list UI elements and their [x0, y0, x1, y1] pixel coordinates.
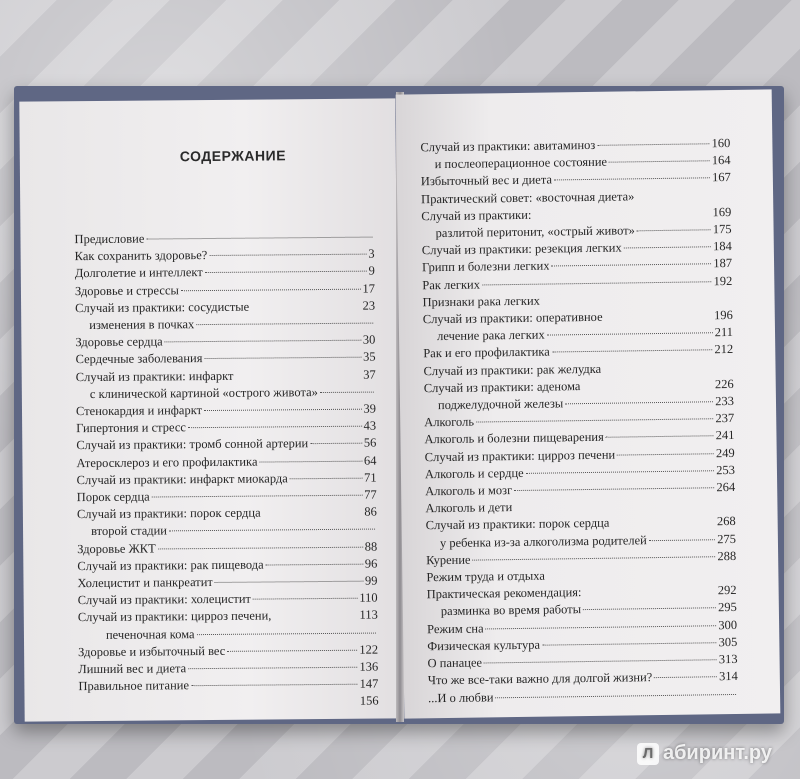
toc-leader-dots: [514, 487, 714, 491]
toc-leader-dots: [188, 426, 362, 429]
toc-page-number: 56: [363, 435, 377, 451]
toc-leader-dots: [191, 684, 358, 686]
toc-leader-dots: [227, 650, 357, 652]
toc-list-left: [74, 229, 378, 713]
toc-entry-title: Стенокардия и инфаркт: [75, 403, 203, 419]
toc-entry-title: второй стадии: [90, 523, 168, 539]
toc-entry-title: Избыточный вес и диета: [420, 172, 553, 189]
toc-entry-title: Рак легких: [422, 277, 481, 292]
toc-entry-title: Рак и его профилактика: [423, 344, 550, 361]
toc-entry: [75, 297, 375, 317]
toc-leader-dots: [473, 556, 716, 560]
toc-leader-dots: [205, 271, 367, 273]
toc-entry-title: Случай из практики: холецистит: [77, 591, 252, 608]
toc-leader-dots: [547, 332, 713, 335]
toc-leader-dots: [654, 677, 717, 679]
toc-entry-title: Грипп и болезни легких: [421, 258, 550, 275]
toc-page-number: 43: [363, 418, 377, 433]
toc-entry-title: Случай из практики: инфаркт миокарда: [76, 471, 288, 488]
toc-page-number: 253: [716, 462, 736, 478]
toc-entry-title: Практическая рекомендация:: [426, 585, 582, 602]
left-page: [19, 98, 400, 721]
toc-leader-dots: [552, 264, 712, 267]
toc-page-number: 275: [717, 531, 736, 546]
toc-leader-dots: [486, 625, 717, 629]
toc-page-number: 64: [363, 453, 377, 468]
toc-page-number: 292: [717, 583, 737, 598]
toc-leader-dots: [624, 246, 711, 248]
toc-entry-title: Сердечные заболевания: [75, 351, 203, 367]
toc-entry-title: Атеросклероз и его профилактика: [76, 454, 258, 470]
toc-leader-dots: [152, 495, 363, 498]
toc-page-number: 23: [362, 298, 376, 313]
toc-leader-dots: [165, 340, 361, 343]
toc-leader-dots: [526, 470, 715, 474]
toc-page-number: 196: [713, 308, 733, 323]
toc-entry-title: Случай из практики: авитаминоз: [420, 137, 596, 155]
toc-page-number: 211: [714, 325, 734, 340]
toc-entry-title: О панацее: [427, 655, 483, 671]
toc-entry-title: у ребенка из-за алкоголизма родителей: [439, 532, 647, 550]
toc-page-number: 237: [715, 411, 735, 426]
toc-entry-title: Практический совет: «восточная диета»: [421, 188, 635, 206]
toc-entry-title: Случай из практики: рак желудка: [423, 361, 602, 378]
toc-page-number: 122: [359, 642, 379, 657]
toc-leader-dots: [209, 254, 366, 256]
toc-page-number: 226: [714, 376, 734, 392]
toc-leader-dots: [583, 608, 716, 611]
toc-entry: [78, 693, 378, 713]
right-page: [396, 89, 781, 718]
toc-leader-dots: [204, 409, 361, 411]
toc-leader-dots: [188, 667, 357, 669]
toc-entry-title: Случай из практики: цирроз печени,: [77, 608, 272, 625]
toc-page-number: 268: [716, 514, 736, 529]
toc-page-number: 35: [362, 349, 376, 365]
toc-page-number: 187: [713, 256, 733, 271]
toc-entry-title: Случай из практики: сосудистые: [75, 299, 250, 315]
toc-page-number: 39: [363, 401, 377, 416]
toc-page-number: 86: [364, 504, 377, 519]
toc-entry-title: Случай из практики: резекция легких: [421, 240, 622, 258]
toc-page-number: 169: [712, 204, 732, 220]
toc-entry: [78, 607, 378, 627]
toc-entry-title: [79, 705, 360, 707]
toc-entry-title: Случай из практики: порок сердца: [76, 505, 261, 522]
toc-entry-title: Долголетие и интеллект: [74, 265, 203, 281]
toc-leader-dots: [496, 693, 737, 697]
toc-page-number: 233: [715, 394, 735, 409]
toc-page-number: 77: [364, 487, 377, 502]
toc-entry-title: Алкоголь и мозг: [425, 483, 513, 499]
toc-leader-dots: [196, 323, 373, 326]
toc-entry-title: Как сохранить здоровье?: [74, 248, 208, 264]
toc-page-number: 295: [718, 600, 737, 615]
toc-entry-title: Случай из практики: цирроз печени: [424, 447, 616, 464]
toc-entry-title: Порок сердца: [76, 489, 150, 505]
toc-entry: [77, 504, 377, 524]
toc-entry-title: Случай из практики: оперативное: [422, 309, 603, 327]
toc-leader-dots: [266, 564, 363, 566]
toc-leader-dots: [310, 443, 362, 444]
toc-entry-title: Курение: [426, 552, 471, 568]
toc-page-number: 314: [718, 669, 738, 684]
toc-entry-title: Случай из практики: инфаркт: [75, 368, 234, 384]
toc-page-number: 99: [364, 573, 378, 588]
toc-entry-title: Что же все-таки важно для долгой жизни?: [427, 670, 653, 688]
toc-entry-title: Случай из практики: рак пищевода: [77, 557, 264, 574]
toc-leader-dots: [649, 539, 715, 541]
toc-page-number: 71: [364, 470, 377, 485]
toc-page-number: 249: [715, 445, 735, 460]
toc-entry-title: Здоровье сердца: [75, 334, 163, 350]
toc-entry-title: Алкоголь: [424, 414, 475, 430]
toc-leader-dots: [181, 288, 361, 291]
toc-entry-title: изменения в почках: [89, 317, 195, 333]
toc-entry-title: Здоровье и избыточный вес: [78, 643, 226, 660]
labirint-logo-icon: Л: [637, 743, 659, 765]
toc-entry-title: Алкоголь и болезни пищеварения: [424, 430, 604, 447]
toc-entry: [76, 366, 376, 386]
toc-page-number: 37: [363, 367, 376, 382]
toc-page-number: 192: [713, 273, 733, 288]
toc-leader-dots: [290, 478, 362, 480]
toc-entry: [428, 685, 738, 707]
toc-page-number: 305: [718, 634, 738, 650]
toc-page-number: 17: [362, 281, 376, 296]
toc-entry-title: Предисловие: [74, 231, 145, 247]
toc-leader-dots: [609, 160, 710, 162]
toc-entry-title: Случай из практики: аденома: [423, 378, 581, 396]
toc-page-number: 30: [362, 332, 376, 347]
toc-page-number: 88: [364, 539, 378, 554]
toc-entry-title: поджелудочной железы: [437, 396, 564, 413]
toc-entry-title: ...И о любви: [427, 689, 494, 705]
toc-entry-title: Случай из практики: тромб сонной артерии: [76, 436, 309, 453]
toc-leader-dots: [552, 350, 713, 353]
toc-page-number: 96: [364, 556, 378, 571]
toc-leader-dots: [637, 229, 711, 231]
toc-leader-dots: [253, 598, 357, 600]
toc-page-number: 164: [711, 153, 731, 168]
toc-entry-title: Алкоголь и дети: [425, 500, 513, 516]
toc-leader-dots: [146, 237, 372, 240]
toc-page-number: 288: [717, 548, 737, 564]
toc-title: СОДЕРЖАНИЕ: [179, 147, 287, 165]
watermark-text: абиринт.ру: [662, 742, 772, 764]
toc-page-number: 300: [718, 617, 738, 632]
toc-entry-title: Лишний вес и диета: [78, 661, 187, 677]
toc-entry-title: Гипертония и стресс: [76, 420, 186, 436]
toc-leader-dots: [597, 143, 709, 146]
labirint-watermark: [637, 742, 772, 765]
toc-entry-title: и послеоперационное состояние: [434, 154, 608, 172]
toc-leader-dots: [158, 546, 363, 549]
toc-leader-dots: [482, 281, 712, 285]
toc-leader-dots: [259, 460, 361, 462]
toc-page-number: 212: [714, 342, 734, 357]
toc-leader-dots: [565, 401, 713, 404]
toc-leader-dots: [320, 391, 374, 392]
toc-entry-title: разминка во время работы: [440, 602, 582, 619]
toc-leader-dots: [476, 418, 713, 422]
toc-leader-dots: [554, 178, 710, 181]
toc-page-number: 113: [359, 608, 378, 623]
toc-leader-dots: [542, 642, 717, 645]
toc-entry-title: печеночная кома: [105, 626, 195, 642]
toc-page-number: 110: [359, 590, 378, 605]
toc-leader-dots: [215, 581, 363, 583]
toc-page-number: 3: [368, 246, 375, 261]
toc-entry-title: Алкоголь и сердце: [424, 465, 524, 482]
toc-leader-dots: [606, 436, 714, 439]
toc-entry-title: Здоровье ЖКТ: [77, 541, 156, 556]
toc-page-number: 313: [718, 652, 738, 667]
toc-leader-dots: [169, 529, 375, 532]
toc-page-number: 241: [715, 428, 735, 443]
toc-page-number: 160: [711, 135, 731, 151]
toc-list-right: [420, 135, 738, 707]
toc-page-number: 167: [712, 170, 731, 185]
toc-leader-dots: [484, 659, 717, 663]
toc-entry-title: Режим труда и отдыха: [426, 568, 545, 585]
toc-page-number: 156: [359, 694, 379, 709]
toc-entry-title: разлитой перитонит, «острый живот»: [435, 223, 635, 241]
toc-page-number: 184: [712, 239, 732, 254]
toc-page-number: 264: [716, 480, 736, 495]
toc-entry-title: лечение рака легких: [436, 327, 545, 344]
toc-page-number: 175: [712, 221, 732, 237]
toc-entry-title: Признаки рака легких: [422, 293, 540, 310]
toc-entry-title: Физическая культура: [427, 637, 541, 654]
toc-page-number: 136: [359, 659, 379, 674]
toc-entry-title: Холецистит и панкреатит: [77, 575, 213, 591]
toc-leader-dots: [204, 357, 361, 359]
toc-entry-title: Здоровье и стрессы: [74, 282, 179, 298]
toc-entry-title: Случай из практики: порок сердца: [425, 516, 610, 533]
toc-entry-title: Режим сна: [427, 621, 484, 636]
toc-entry-title: с клинической картиной «острого живота»: [89, 384, 318, 401]
toc-page-number: 9: [368, 263, 375, 279]
toc-page-number: 147: [359, 676, 379, 691]
toc-leader-dots: [617, 453, 714, 455]
toc-entry-title: Случай из практики:: [421, 207, 532, 224]
toc-entry-title: Правильное питание: [78, 678, 190, 694]
toc-leader-dots: [197, 632, 376, 635]
